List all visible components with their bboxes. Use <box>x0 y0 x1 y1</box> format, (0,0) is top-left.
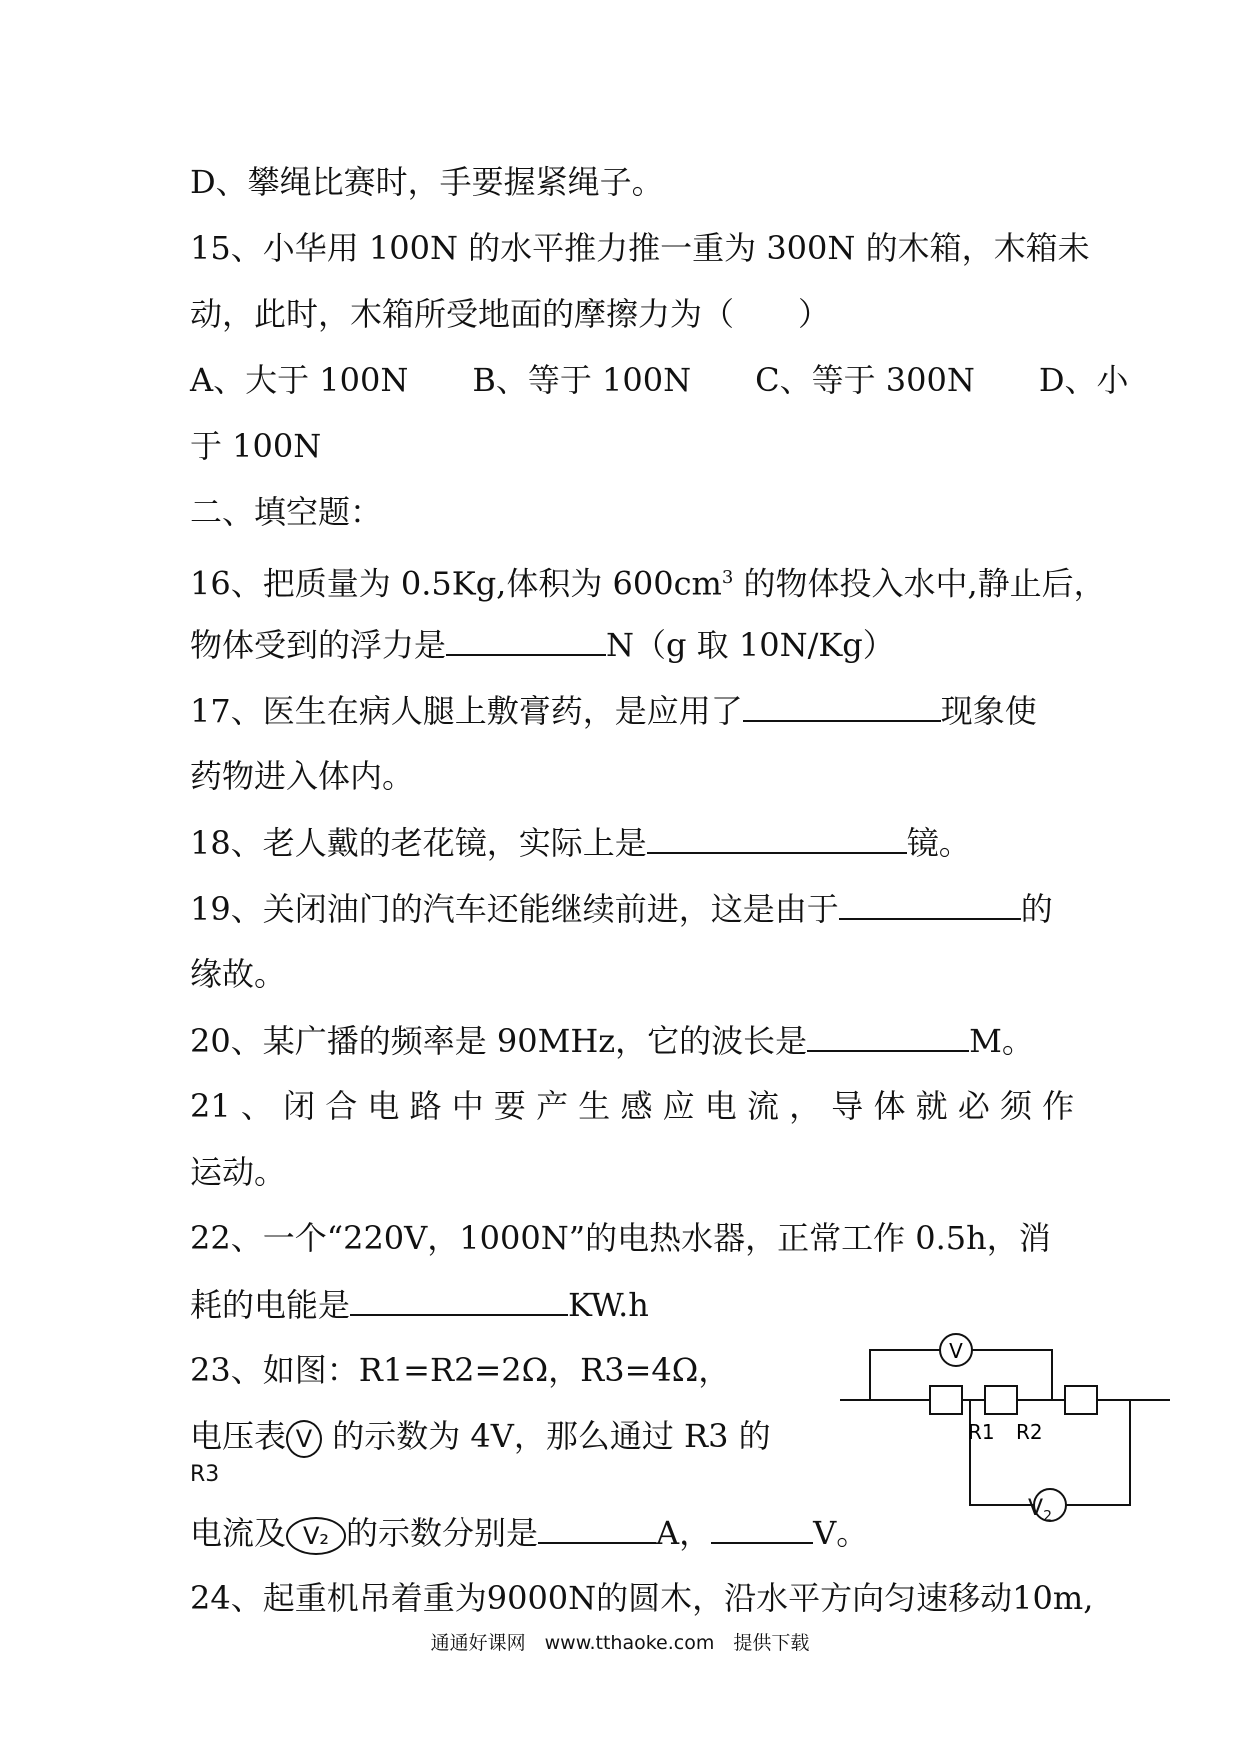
voltmeter-icon: V <box>286 1420 322 1458</box>
wire-bottom-right <box>1066 1400 1130 1505</box>
q16-line2-a: 物体受到的浮力是 <box>190 626 447 664</box>
q16-text-a: 16、把质量为 0.5Kg,体积为 600cm <box>190 564 722 603</box>
q18-a: 18、老人戴的老花镜，实际上是 <box>190 824 647 862</box>
q22-line1: 22、一个“220V，1000N”的电热水器，正常工作 0.5h，消 <box>190 1219 1051 1257</box>
q18-line <box>190 822 971 863</box>
q23-blank-v[interactable] <box>711 1512 813 1544</box>
q19-a: 19、关闭油门的汽车还能继续前进，这是由于 <box>190 890 839 928</box>
q22-b: KW.h <box>568 1286 649 1324</box>
q17-a: 17、医生在病人腿上敷膏药，是应用了 <box>190 692 743 730</box>
q20-b: M。 <box>969 1022 1034 1060</box>
q19-line1 <box>190 888 1053 929</box>
circuit-v2-sub: 2 <box>1043 1508 1052 1525</box>
q15-line1: 15、小华用 100N 的水平推力推一重为 300N 的木箱，木箱未 <box>190 229 1090 267</box>
q16-sup: 3 <box>721 567 734 588</box>
wire-bottom-left <box>970 1400 1034 1505</box>
q17-line1 <box>190 690 1037 731</box>
q23-line3-a: 电流及 <box>190 1514 287 1552</box>
circuit-r1-label: R1 <box>968 1420 995 1444</box>
q16-line2 <box>190 624 895 665</box>
q20-blank[interactable] <box>807 1020 969 1052</box>
q17-b: 现象使 <box>940 692 1037 730</box>
page-footer: 通通好课网 www.tthaoke.com 提供下载 <box>430 1632 810 1654</box>
q15-options-cont: 于 100N <box>190 427 322 465</box>
resistor-r2 <box>985 1386 1017 1414</box>
q23-line2-a: 电压表 <box>190 1417 287 1455</box>
q23-line3-d: V。 <box>813 1514 869 1552</box>
q18-b: 镜。 <box>906 824 971 862</box>
q18-blank[interactable] <box>647 822 907 854</box>
q17-blank[interactable] <box>743 690 941 722</box>
q15-options: A、大于 100N B、等于 100N C、等于 300N D、小 <box>190 361 1129 399</box>
q23-stray-label: R3 <box>190 1462 220 1487</box>
circuit-diagram <box>840 1320 1180 1530</box>
q19-blank[interactable] <box>839 888 1021 920</box>
text-line-d: D、攀绳比赛时，手要握紧绳子。 <box>190 163 664 201</box>
circuit-v2-caption <box>1028 1496 1052 1524</box>
q24-line1: 24、起重机吊着重为9000N的圆木，沿水平方向匀速移动10m, <box>190 1579 1094 1617</box>
q22-blank[interactable] <box>350 1284 568 1316</box>
q19-line2: 缘故。 <box>190 955 287 993</box>
q23-line1: 23、如图：R1=R2=2Ω，R3=4Ω， <box>190 1351 731 1389</box>
resistor-r3 <box>1065 1386 1097 1414</box>
q21-line1: 21 、 闭 合 电 路 中 要 产 生 感 应 电 流 ， 导 体 就 必 须 作 <box>190 1087 1075 1125</box>
q23-line2-b: 的示数为 4V，那么通过 R3 的 <box>322 1417 771 1455</box>
q22-line2 <box>190 1284 649 1325</box>
q23-line3-c: A， <box>656 1514 712 1552</box>
q23-line2 <box>190 1416 771 1458</box>
voltmeter-v2-icon: V₂ <box>286 1517 346 1555</box>
q16-line1 <box>190 558 1106 604</box>
resistor-r1 <box>930 1386 962 1414</box>
q20-a: 20、某广播的频率是 90MHz，它的波长是 <box>190 1022 808 1060</box>
q22-a: 耗的电能是 <box>190 1286 351 1324</box>
q21-line2: 运动。 <box>190 1153 287 1191</box>
q19-b: 的 <box>1020 890 1053 928</box>
q23-blank-a[interactable] <box>538 1512 656 1544</box>
section-heading: 二、填空题： <box>190 493 383 531</box>
circuit-r2-label: R2 <box>1016 1420 1043 1444</box>
q23-line3-b: 的示数分别是 <box>346 1514 539 1552</box>
circuit-v-label: V <box>949 1339 963 1363</box>
q16-blank[interactable] <box>446 624 606 656</box>
q16-text-b: 的物体投入水中,静止后， <box>733 564 1106 603</box>
q20-line <box>190 1020 1034 1061</box>
q16-line2-b: N（g 取 10N/Kg） <box>606 626 895 664</box>
q23-line3 <box>190 1512 868 1555</box>
q17-line2: 药物进入体内。 <box>190 757 415 795</box>
circuit-v2-letter: V <box>1028 1496 1044 1521</box>
q15-line2: 动，此时，木箱所受地面的摩擦力为（ ） <box>190 295 831 333</box>
